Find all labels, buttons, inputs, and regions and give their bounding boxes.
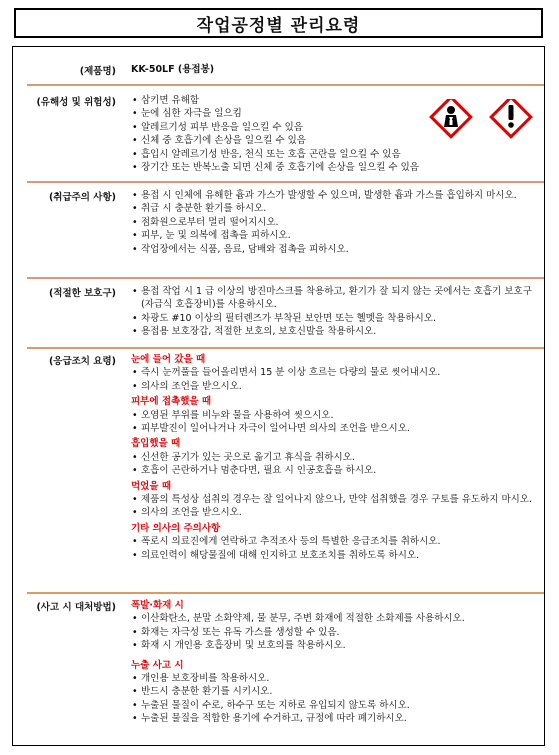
list-item: • 차광도 #10 이상의 필터렌즈가 부착된 보안면 또는 헬멧을 착용하시오.	[132, 312, 437, 324]
list-item: • 용접 작업 시 1 급 이상의 방진마스크를 착용하고, 환기가 잘 되지 않는 곳에서는 호흡기 보호구(자급식 호흡장비)를 사용하시오.	[132, 286, 532, 311]
list-item: • 피부, 눈 및 의복에 접촉을 피하시오.	[132, 230, 291, 242]
product-name: KK-50LF (용접봉)	[131, 64, 215, 75]
hazard-label: (유해성 및 위험성)	[36, 97, 116, 108]
subheading: 누출 사고 시	[131, 659, 184, 671]
list-item: • 용접용 보호장갑, 적절한 보호의, 보호신발을 착용하시오.	[132, 326, 377, 338]
section-divider	[27, 84, 544, 86]
list-item: • 취급 시 충분한 환기를 하시오.	[132, 203, 267, 215]
list-item: • 오염된 부위를 비누와 물을 사용하여 씻으시오.	[132, 409, 334, 421]
list-item: • 작업장에서는 식품, 음료, 담배와 접촉을 피하시오.	[132, 243, 349, 255]
list-item: • 화재는 자극성 또는 유독 가스를 생성할 수 있음.	[132, 626, 340, 638]
section-divider	[27, 592, 544, 594]
subheading: 기타 의사의 주의사항	[131, 522, 221, 534]
subheading: 흡입했을 때	[131, 438, 181, 450]
list-item: • 이산화탄소, 분말 소화약제, 물 분무, 주변 화재에 적절한 소화제를 사용하시오.	[132, 613, 465, 625]
list-item: • 신체 중 호흡기에 손상을 일으킬 수 있음	[132, 135, 306, 147]
list-item: • 장기간 또는 반복노출 되면 신체 중 호흡기에 손상을 일으킬 수 있음	[132, 162, 419, 174]
document-title: 작업공정별 관리요령	[14, 8, 543, 38]
accident-label: (사고 시 대처방법)	[36, 602, 116, 613]
exclamation-icon	[491, 99, 531, 137]
subheading: 먹었을 때	[131, 480, 172, 492]
subheading: 피부에 접촉했을 때	[131, 396, 212, 408]
list-item: • 의사의 조언을 받으시오.	[132, 380, 242, 392]
list-item: • 신선한 공기가 있는 곳으로 옮기고 휴식을 취하시오.	[132, 451, 355, 463]
first-aid-list	[131, 353, 536, 562]
list-item: • 화재 시 개인용 호흡장비 및 보호의를 착용하시오.	[132, 640, 346, 652]
list-item: • 누출된 물질이 수로, 하수구 또는 지하로 유입되지 않도록 하시오.	[132, 699, 410, 711]
subheading: 폭발·화재 시	[131, 600, 184, 611]
first-aid-label: (응급조치 요령)	[48, 356, 116, 367]
list-item: • 즉시 눈꺼풀을 들어올리면서 15 분 이상 흐르는 다량의 물로 씻어내시오.	[132, 367, 441, 379]
list-item: • 반드시 충분한 환기를 시키시오.	[132, 686, 273, 698]
list-item: • 눈에 심한 자극을 일으킴	[132, 108, 242, 120]
list-item: • 폭로시 의료진에게 연락하고 추적조사 등의 특별한 응급조치를 취하시오.	[132, 536, 441, 548]
list-item: • 개인용 보호장비를 착용하시오.	[132, 673, 270, 685]
list-item: • 의료인력이 해당물질에 대해 인지하고 보호조치를 취하도록 하시오.	[132, 549, 420, 561]
list-item: • 흡입시 알레르기성 반응, 천식 또는 호흡 곤란을 일으킬 수 있음	[132, 148, 401, 160]
list-item: • 호흡이 곤란하거나 멈춘다면, 필요 시 인공호흡을 하시오.	[132, 465, 377, 477]
list-item: • 누출된 물질을 적합한 용기에 수거하고, 규정에 따라 폐기하시오.	[132, 713, 407, 725]
accident-list	[131, 599, 536, 726]
section-divider	[27, 347, 544, 349]
health-hazard-icon	[431, 99, 471, 137]
list-item: • 삼키면 유해함	[132, 95, 200, 106]
handling-list	[131, 189, 536, 256]
ghs-pictograms	[423, 99, 543, 145]
list-item: • 용접 시 인체에 유해한 흄과 가스가 발생할 수 있으며, 발생한 흄과 가스를 흡입하지 마시오.	[132, 190, 517, 201]
ppe-label: (적절한 보호구)	[48, 288, 116, 299]
subheading: 눈에 들어 갔을 때	[131, 354, 206, 365]
list-item: • 알레르기성 피부 반응을 일으킬 수 있음	[132, 121, 303, 133]
list-item: • 피부발진이 일어나거나 자극이 일어나면 의사의 조언을 받으시오.	[132, 423, 410, 435]
msds-sheet	[12, 46, 545, 746]
list-item: • 점화원으로부터 멀리 떨어지시오.	[132, 216, 279, 228]
list-item: • 의사의 조언을 받으시오.	[132, 507, 242, 519]
ppe-list	[131, 285, 536, 339]
section-divider	[27, 277, 544, 279]
section-divider	[27, 181, 544, 183]
product-label: (제품명)	[79, 66, 116, 77]
list-item: • 제품의 특성상 섭취의 경우는 잘 일어나지 않으나, 만약 섭취했을 경우 구토를 유도하지 마시오.	[132, 494, 533, 506]
handling-label: (취급주의 사항)	[48, 192, 116, 203]
